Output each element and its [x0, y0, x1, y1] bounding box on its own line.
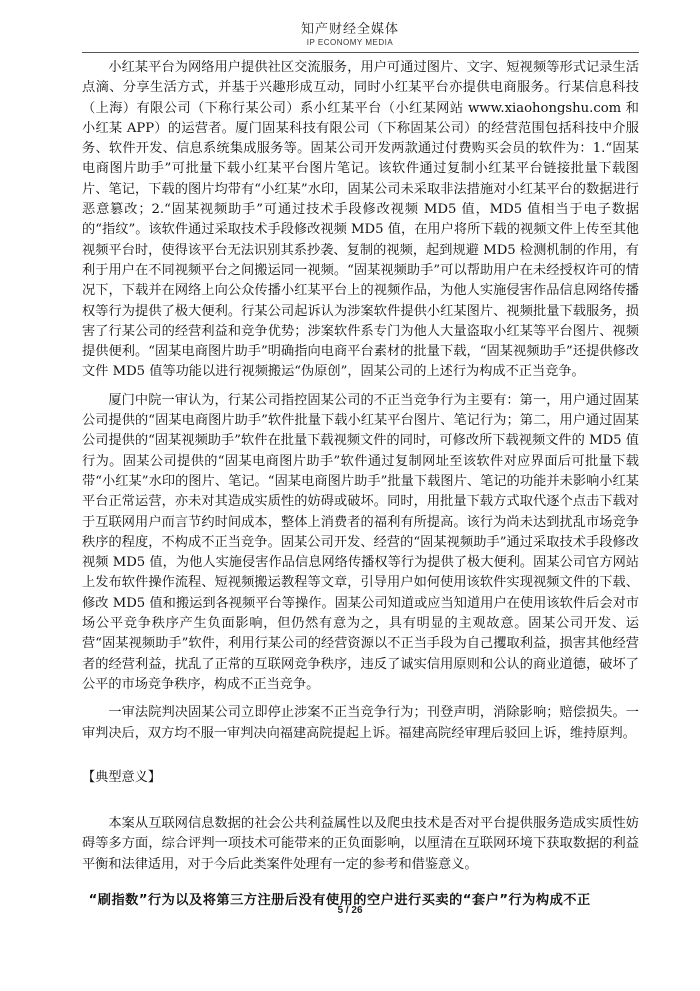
header-divider: [82, 52, 639, 53]
page-number: 5 / 26: [337, 905, 363, 916]
next-case-heading: “刷指数”行为以及将第三方注册后没有使用的空户进行买卖的“套户”行为构成不正: [88, 892, 591, 908]
judgment-paragraph: 一审法院判决固某公司立即停止涉案不正当竞争行为；刊登声明，消除影响；赔偿损失。一审判决后，双方均不服一审判决向福建高院提起上诉。福建高院经审理后驳回上诉，维持原判。: [82, 705, 639, 741]
first-instance-reasoning-paragraph: 厦门中院一审认为，行某公司指控固某公司的不正当竞争行为主要有：第一，用户通过固某公司提供的“固某电商图片助手”软件批量下载小红某平台图片、笔记行为；第二，用户通过固某公司提供的“固某视频助手”软件在批量下载视频文件的同时，可修改所下载视频文件的 MD5 值行为。固某公司提供的“固某电商图片助手”软件通过复制网址至该软件对应界面后可批量下载带“小红某”水印的图片、笔记。“固某电商图片助手”批量下载图片、笔记的功能并未影响小红某平台正常运营，亦未对其造成实质性的妨碍或破坏。同时，用批量下载方式取代逐个点击下载对于互联网用户而言节约时间成本，整体上消费者的福利有所提高。该行为尚未达到扰乱市场竞争秩序的程度，不构成不正当竞争。固某公司开发、经营的“固某视频助手”通过采取技术手段修改视频 MD5 值，为他人实施侵害作品信息网络传播权等行为提供了极大便利。固某公司官方网站上发布软件操作流程、短视频搬运教程等文章，引导用户如何使用该软件实现视频文件的下载、修改 MD5 值和搬运到各视频平台等操作。固某公司知道或应当知道用户在使用该软件后会对市场公平竞争秩序产生负面影响，但仍然有意为之，具有明显的主观故意。固某公司开发、运营“固某视频助手”软件，利用行某公司的经营资源以不正当手段为自己攫取利益，损害其他经营者的经营利益，扰乱了正常的互联网竞争秩序，违反了诚实信用原则和公认的商业道德，破坏了公平的市场竞争秩序，构成不正当竞争。: [82, 392, 639, 692]
significance-paragraph: 本案从互联网信息数据的社会公共利益属性以及爬虫技术是否对平台提供服务造成实质性妨碍等多方面，综合评判一项技术可能带来的正负面影响，以厘清在互联网环境下获取数据的利益平衡和法律适用，对于今后此类案件处理有一定的参考和借鉴意义。: [82, 816, 639, 872]
document-body: [82, 58, 639, 911]
header-title-en: IP ECONOMY MEDIA: [306, 38, 394, 47]
page-header: [0, 22, 700, 48]
section-title-significance: 【典型意义】: [82, 769, 162, 785]
header-title-cn: 知产财经全媒体: [300, 22, 399, 37]
case-facts-paragraph: 小红某平台为网络用户提供社区交流服务，用户可通过图片、文字、短视频等形式记录生活点滴、分享生活方式，并基于兴趣形成互动，同时小红某平台亦提供电商服务。行某信息科技（上海）有限公司（下称行某公司）系小红某平台（小红某网站 www.xiaohongshu.com 和小红某 APP）的运营者。厦门固某科技有限公司（下称固某公司）的经营范围包括科技中介服务、软件开发、信息系统集成服务等。固某公司开发两款通过付费购买会员的软件为：1.“固某电商图片助手”可批量下载小红某平台图片笔记。该软件通过复制小红某平台链接批量下载图片、笔记，下载的图片均带有“小红某”水印，固某公司未采取非法措施对小红某平台的数据进行恶意篡改；2.“固某视频助手”可通过技术手段修改视频 MD5 值，MD5 值相当于电子数据的“指纹”。该软件通过采取技术手段修改视频 MD5 值，在用户将所下载的视频文件上传至其他视频平台时，使得该平台无法识别其系抄袭、复制的视频，起到规避 MD5 检测机制的作用，有利于用户在不同视频平台之间搬运同一视频。“固某视频助手”可以帮助用户在未经授权许可的情况下，下载并在网络上向公众传播小红某平台上的视频作品，为他人实施侵害作品信息网络传播权等行为提供了极大便利。行某公司起诉认为涉案软件提供小红某图片、视频批量下载服务，损害了行某公司的经营利益和竞争优势；涉案软件系专门为他人大量盗取小红某等平台图片、视频提供便利。“固某电商图片助手”明确指向电商平台素材的批量下载，“固某视频助手”还提供修改文件 MD5 值等功能以进行视频搬运“伪原创”，固某公司的上述行为构成不正当竞争。: [82, 60, 639, 380]
